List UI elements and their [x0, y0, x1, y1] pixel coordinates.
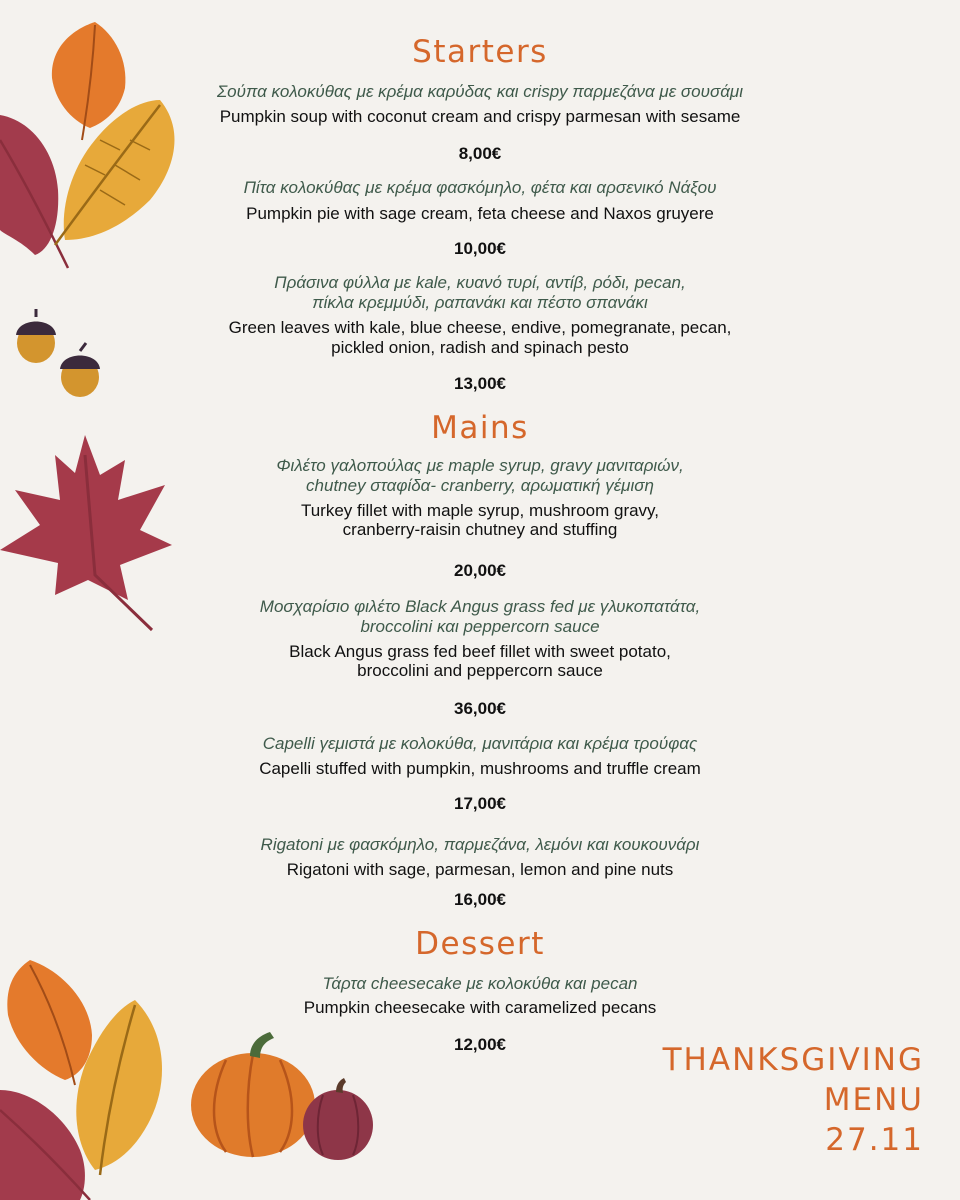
leaf-cluster-top-left [0, 0, 200, 290]
maple-leaf-icon [0, 435, 175, 635]
starter-3-english-line2: pickled onion, radish and spinach pesto [331, 338, 629, 357]
badge-line-thanksgiving: THANKSGIVING [662, 1042, 924, 1078]
section-title-starters: Starters [412, 34, 548, 70]
main-4-english: Rigatoni with sage, parmesan, lemon and pine nuts [286, 860, 674, 879]
orange-oak-leaf-icon [7, 960, 92, 1085]
main-1-price: 20,00€ [454, 561, 506, 580]
badge-line-menu: MENU [823, 1082, 924, 1118]
dessert-1-english: Pumpkin cheesecake with caramelized pecans [303, 998, 657, 1017]
main-1-english-line1: Turkey fillet with maple syrup, mushroom gravy, [300, 501, 660, 520]
starter-1-english: Pumpkin soup with coconut cream and crispy parmesan with sesame [219, 107, 741, 126]
starter-3-greek-line1: Πράσινα φύλλα με kale, κυανό τυρί, αντίβ, ρόδι, pecan, [274, 273, 686, 292]
main-4-price: 16,00€ [454, 890, 506, 909]
main-2-greek-line2: broccolini και peppercorn sauce [360, 617, 600, 636]
main-2-price: 36,00€ [454, 699, 506, 718]
starter-2-price: 10,00€ [454, 239, 506, 258]
starter-2-greek: Πίτα κολοκύθας με κρέμα φασκόμηλο, φέτα και αρσενικό Νάξου [243, 178, 717, 197]
main-2-greek-line1: Μοσχαρίσιο φιλέτο Black Angus grass fed με γλυκοπατάτα, [259, 597, 701, 616]
thanksgiving-menu-badge [663, 1040, 924, 1160]
acorn-icon [60, 343, 100, 397]
yellow-oak-leaf-icon [55, 100, 174, 245]
starter-1-price: 8,00€ [458, 144, 502, 163]
main-4-greek: Rigatoni με φασκόμηλο, παρμεζάνα, λεμόνι και κουκουνάρι [260, 835, 700, 854]
main-2-english-line2: broccolini and peppercorn sauce [357, 661, 603, 680]
starter-3-price: 13,00€ [454, 374, 506, 393]
red-oak-leaf-icon [0, 115, 68, 268]
starter-3-english-line1: Green leaves with kale, blue cheese, endive, pomegranate, pecan, [228, 318, 732, 337]
starter-3-greek-line2: πίκλα κρεμμύδι, ραπανάκι και πέστο σπανάκι [312, 293, 648, 312]
dessert-1-price: 12,00€ [454, 1035, 506, 1054]
starter-2-english: Pumpkin pie with sage cream, feta cheese and Naxos gruyere [246, 204, 714, 223]
main-1-greek-line1: Φιλέτο γαλοπούλας με maple syrup, gravy μανιταριών, [276, 456, 684, 475]
main-3-english: Capelli stuffed with pumpkin, mushrooms and truffle cream [259, 759, 701, 778]
main-3-greek: Capelli γεμιστά με κολοκύθα, μανιτάρια και κρέμα τρούφας [262, 734, 698, 753]
acorn-icon [16, 309, 56, 363]
main-2-english-line1: Black Angus grass fed beef fillet with sweet potato, [289, 642, 671, 661]
main-3-price: 17,00€ [454, 794, 506, 813]
main-1-greek-line2: chutney σταφίδα- cranberry, αρωματική γέμιση [306, 476, 654, 495]
acorns [8, 305, 108, 400]
section-title-mains: Mains [431, 410, 529, 446]
starter-1-greek: Σούπα κολοκύθας με κρέμα καρύδας και crispy παρμεζάνα με σουσάμι [216, 82, 743, 101]
pumpkin-icon [303, 1078, 373, 1160]
section-title-dessert: Dessert [415, 926, 545, 962]
badge-line-date: 27.11 [825, 1122, 924, 1158]
dessert-1-greek: Τάρτα cheesecake με κολοκύθα και pecan [322, 974, 638, 993]
main-1-english-line2: cranberry-raisin chutney and stuffing [342, 520, 618, 539]
leaf-cluster-bottom-left [0, 960, 200, 1200]
